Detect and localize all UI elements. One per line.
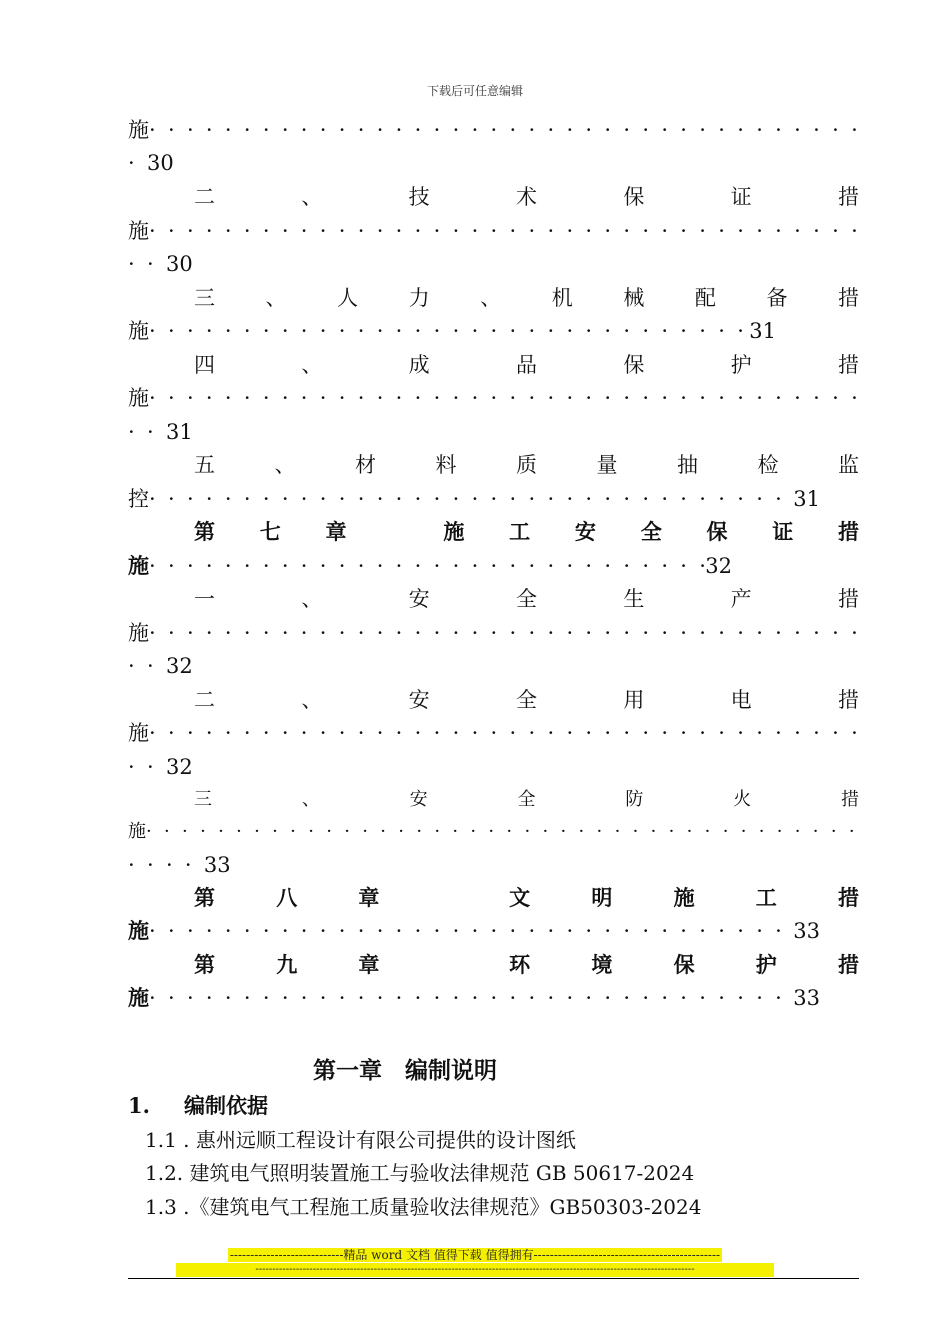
toc-cont-dots: ··	[128, 420, 166, 444]
toc-dots	[149, 216, 859, 246]
toc-leader-label: 施	[128, 621, 149, 645]
toc-page-number: 33	[793, 919, 820, 943]
footer-rule	[128, 1278, 859, 1279]
footer-banner	[0, 1244, 950, 1263]
toc-chapter-title: 第九章 环境保护措	[194, 952, 859, 977]
toc-page-number: 32	[165, 654, 193, 678]
toc-dots	[149, 551, 705, 581]
list-item: 1.2. 建筑电气照明装置施工与验收法律规范 GB 50617-2024	[145, 1161, 695, 1185]
toc-cont-dots: ····	[128, 853, 204, 877]
toc-dots	[149, 718, 859, 748]
toc-leader-line	[128, 817, 859, 847]
toc-leader-line	[128, 383, 859, 413]
toc-page-number: 33	[793, 986, 820, 1010]
toc-leader-label: 施	[128, 821, 146, 842]
toc-title: 二、技术保证措	[194, 185, 859, 209]
toc-page-line	[128, 850, 859, 880]
toc-leader-line	[128, 484, 820, 514]
toc-dots	[149, 618, 859, 648]
toc-leader-line	[128, 551, 732, 581]
toc-page-number: 31	[793, 487, 820, 511]
toc-leader-label: 施	[128, 553, 149, 578]
toc-dots	[149, 484, 793, 514]
toc-chapter-title: 第七章 施工安全保证措	[194, 519, 859, 544]
toc-page-line	[128, 148, 859, 178]
toc-leader-label: 施	[128, 386, 149, 410]
toc-leader-label: 施	[128, 219, 149, 243]
toc-cont-dots: ·	[128, 151, 147, 175]
section-heading	[128, 1090, 268, 1120]
toc-page-line	[128, 417, 859, 447]
toc-leader-line	[128, 115, 859, 145]
footer-text: ----------------------------精品 word 文档 值得下载 值得拥有----------------------------------------------	[229, 1248, 721, 1262]
toc-leader-label: 施	[128, 985, 149, 1010]
toc-leader-line	[128, 316, 776, 346]
toc-leader-line	[128, 216, 859, 246]
toc-title: 三、安全防火措	[194, 789, 859, 810]
toc-page-line	[128, 752, 859, 782]
toc-chapter-title: 第八章 文明施工措	[194, 885, 859, 910]
toc-dots	[149, 316, 749, 346]
toc-dots	[149, 916, 793, 946]
footer-dashes: ----------------------------------------------------------------------------------------------------------------------------------	[176, 1263, 774, 1277]
toc-page-line	[128, 249, 859, 279]
toc-leader-label: 施	[128, 721, 149, 745]
toc-leader-label: 施	[128, 118, 149, 142]
toc-leader-label: 控	[128, 487, 149, 511]
toc-page-number: 33	[203, 853, 231, 877]
list-item: 1.3 .《建筑电气工程施工质量验收法律规范》GB50303-2024	[145, 1195, 702, 1219]
toc-page-number: 30	[146, 151, 174, 175]
list-item: 1.1 . 惠州远顺工程设计有限公司提供的设计图纸	[145, 1128, 576, 1152]
toc-leader-label: 施	[128, 918, 149, 943]
toc-title: 二、安全用电措	[194, 688, 859, 712]
toc-page-line	[128, 651, 859, 681]
header-note: 下载后可任意编辑	[426, 84, 523, 98]
section-number: 1.	[128, 1093, 150, 1118]
toc-dots	[149, 383, 859, 413]
toc-title: 四、成品保护措	[194, 353, 859, 377]
toc-page-number: 32	[165, 755, 193, 779]
toc-leader-line	[128, 718, 859, 748]
toc-page-number: 31	[165, 420, 193, 444]
toc-cont-dots: ··	[128, 252, 166, 276]
toc-dots	[149, 115, 859, 145]
toc-title: 一、安全生产措	[194, 587, 859, 611]
toc-leader-line	[128, 618, 859, 648]
section-title: 编制依据	[184, 1093, 268, 1118]
chapter-title: 第一章 编制说明	[313, 1058, 497, 1084]
toc-title: 五、材料质量抽检监	[194, 453, 859, 477]
toc-dots	[146, 817, 859, 847]
toc-dots	[149, 983, 793, 1013]
toc-cont-dots: ··	[128, 654, 166, 678]
toc-page-number: 30	[165, 252, 193, 276]
toc-leader-line	[128, 916, 820, 946]
toc-leader-line	[128, 983, 820, 1013]
toc-leader-label: 施	[128, 319, 149, 343]
toc-cont-dots: ··	[128, 755, 166, 779]
toc-page-number: 32	[705, 554, 732, 578]
toc-page-number: 31	[749, 319, 776, 343]
toc-title: 三、人力、机械配备措	[194, 286, 859, 310]
